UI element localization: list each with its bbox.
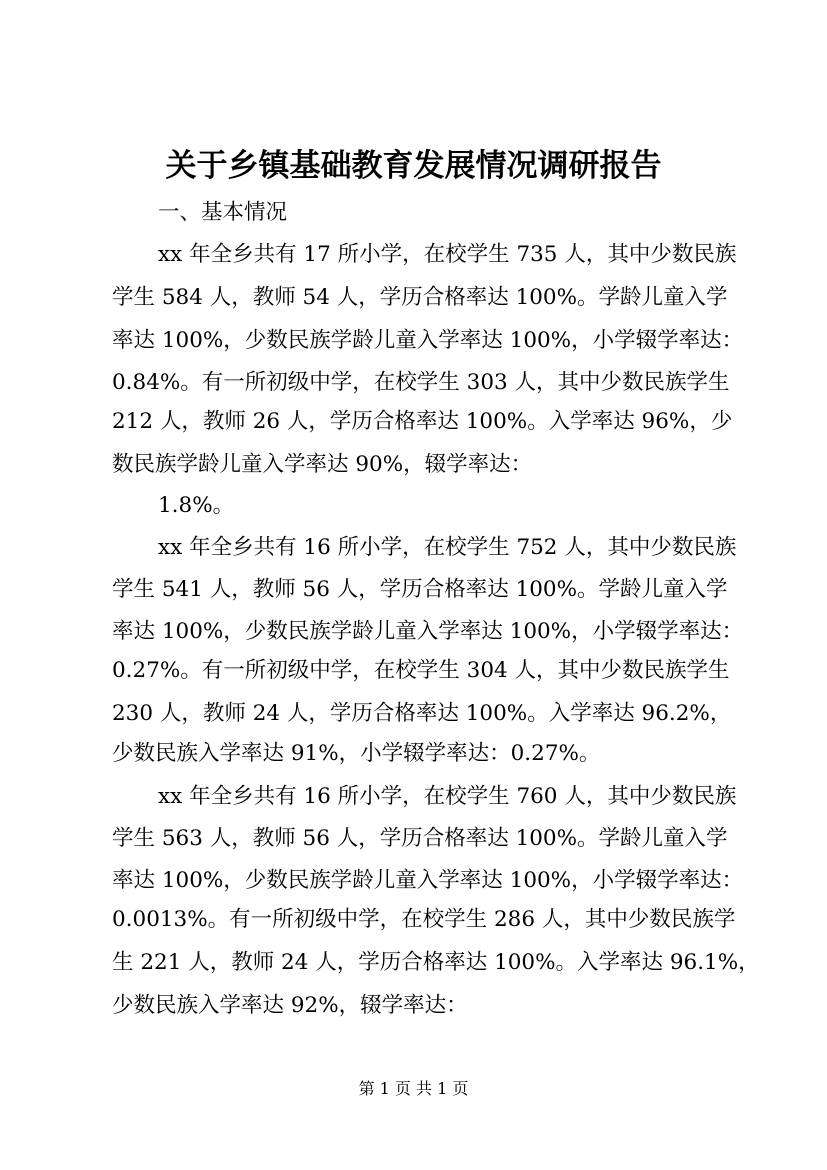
document-title: 关于乡镇基础教育发展情况调研报告 bbox=[165, 148, 662, 184]
paragraph-line: 少数民族入学率达 91%，小学辍学率达：0.27%。 bbox=[112, 741, 601, 766]
paragraph-line: 0.27%。有一所初级中学，在校学生 304 人，其中少数民族学生 bbox=[112, 658, 730, 683]
paragraph-line: 0.0013%。有一所初级中学，在校学生 286 人，其中少数民族学 bbox=[112, 907, 736, 932]
paragraph-line: xx 年全乡共有 16 所小学，在校学生 752 人，其中少数民族 bbox=[158, 535, 737, 560]
paragraph-line: 学生 541 人，教师 56 人，学历合格率达 100%。学龄儿童入学 bbox=[112, 577, 728, 602]
paragraph-line: 1.8%。 bbox=[158, 493, 235, 518]
paragraph-line: 率达 100%，少数民族学龄儿童入学率达 100%，小学辍学率达： bbox=[112, 868, 744, 893]
page-footer: 第 1 页 共 1 页 bbox=[358, 1079, 469, 1098]
paragraph-line: 率达 100%，少数民族学龄儿童入学率达 100%，小学辍学率达： bbox=[112, 619, 744, 644]
paragraph-line: 数民族学龄儿童入学率达 90%，辍学率达： bbox=[112, 452, 533, 477]
paragraph-line: xx 年全乡共有 16 所小学，在校学生 760 人，其中少数民族 bbox=[158, 784, 737, 809]
paragraph-line: 生 221 人，教师 24 人，学历合格率达 100%。入学率达 96.1%， bbox=[112, 950, 760, 975]
paragraph-line: 少数民族入学率达 92%，辍学率达： bbox=[112, 993, 468, 1018]
paragraph-line: 学生 563 人，教师 56 人，学历合格率达 100%。学龄儿童入学 bbox=[112, 826, 728, 851]
paragraph-line: 0.84%。有一所初级中学，在校学生 303 人，其中少数民族学生 bbox=[112, 370, 730, 395]
paragraph-line: 学生 584 人，教师 54 人，学历合格率达 100%。学龄儿童入学 bbox=[112, 285, 728, 310]
paragraph-line: 212 人，教师 26 人，学历合格率达 100%。入学率达 96%，少 bbox=[112, 409, 733, 434]
section-heading: 一、基本情况 bbox=[158, 200, 288, 225]
paragraph-line: 率达 100%，少数民族学龄儿童入学率达 100%，小学辍学率达： bbox=[112, 328, 744, 353]
paragraph-line: xx 年全乡共有 17 所小学，在校学生 735 人，其中少数民族 bbox=[158, 242, 737, 267]
paragraph-line: 230 人，教师 24 人，学历合格率达 100%。入学率达 96.2%， bbox=[112, 701, 732, 726]
